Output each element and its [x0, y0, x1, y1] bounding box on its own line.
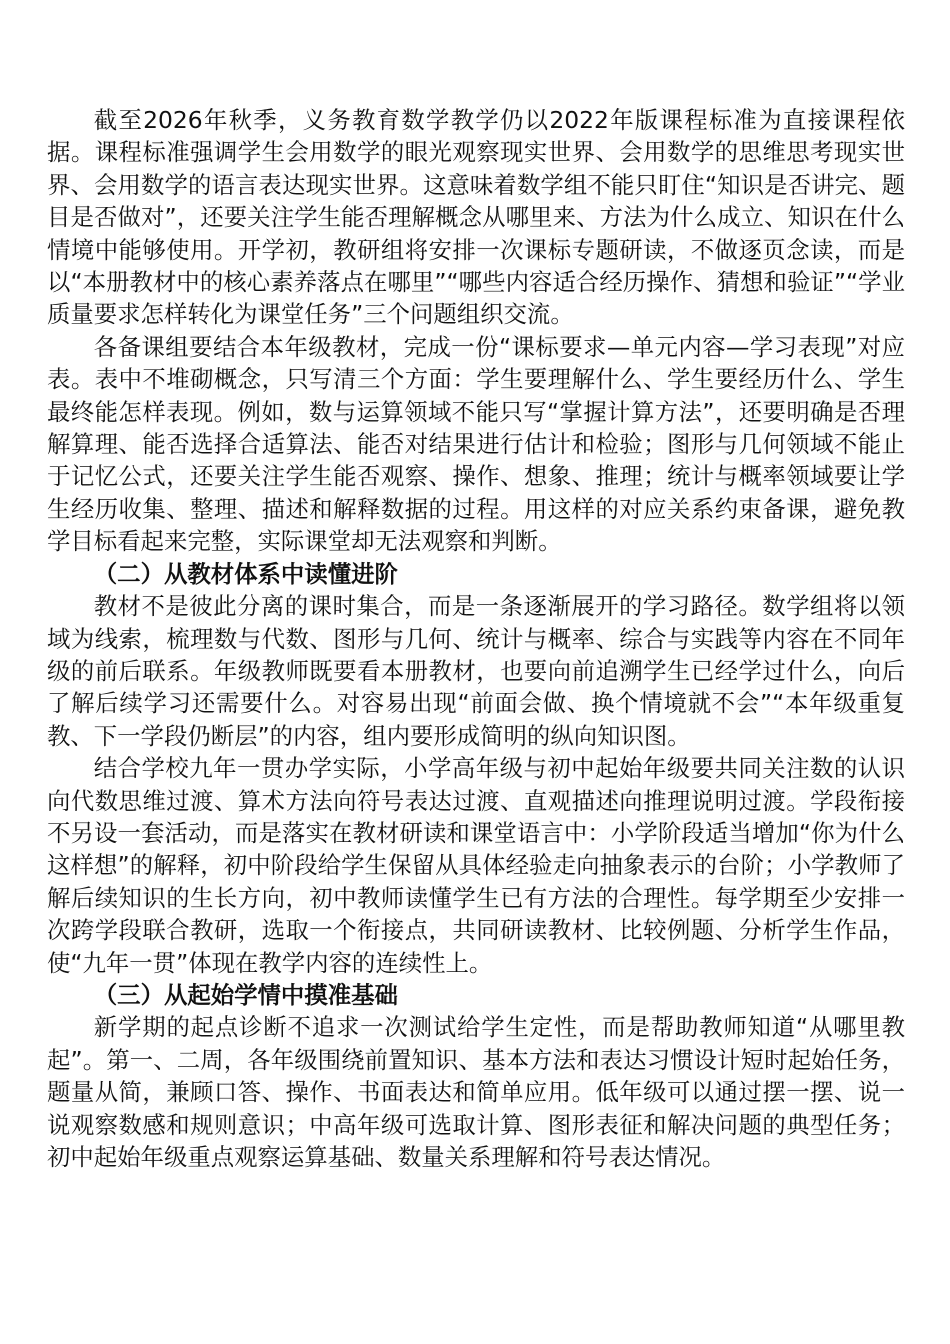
paragraph-stage-transition: 结合学校九年一贯办学实际，小学高年级与初中起始年级要共同关注数的认识向代数思维过渡、算术方法向符号表达过渡、直观描述向推理说明过渡。学段衔接不另设一套活动，而是落实在教材研读和课堂语言中：小学阶段适当增加“你为什么这样想”的解释，初中阶段给学生保留从具体经验走向抽象表示的台阶；小学教师了解后续知识的生长方向，初中教师读懂学生已有方法的合理性。每学期至少安排一次跨学段联合教研，选取一个衔接点，共同研读教材、比较例题、分析学生作品，使“九年一贯”体现在教学内容的连续性上。: [47, 754, 905, 977]
paragraph-starting-diagnosis: 新学期的起点诊断不追求一次测试给学生定性，而是帮助教师知道“从哪里教起”。第一、二周，各年级围绕前置知识、基本方法和表达习惯设计短时起始任务，题量从简，兼顾口答、操作、书面表达和简单应用。低年级可以通过摆一摆、说一说观察数感和规则意识；中高年级可选取计算、图形表征和解决问题的典型任务；初中起始年级重点观察运算基础、数量关系理解和符号表达情况。: [47, 1013, 905, 1171]
section-heading-textbook-progression: （二）从教材体系中读懂进阶: [93, 559, 398, 588]
paragraph-correspondence-table: 各备课组要结合本年级教材，完成一份“课标要求—单元内容—学习表现”对应表。表中不堆砌概念，只写清三个方面：学生要理解什么、学生要经历什么、学生最终能怎样表现。例如，数与运算领域不能只写“掌握计算方法”，还要明确是否理解算理、能否选择合适算法、能否对结果进行估计和检验；图形与几何领域不能止于记忆公式，还要关注学生能否观察、操作、想象、推理；统计与概率领域要让学生经历收集、整理、描述和解释数据的过程。用这样的对应关系约束备课，避免教学目标看起来完整，实际课堂却无法观察和判断。: [47, 332, 905, 556]
document-page: [47, 104, 905, 1173]
paragraph-textbook-path: 教材不是彼此分离的课时集合，而是一条逐渐展开的学习路径。数学组将以领域为线索，梳理数与代数、图形与几何、统计与概率、综合与实践等内容在不同年级的前后联系。年级教师既要看本册教材，也要向前追溯学生已经学过什么，向后了解后续学习还需要什么。对容易出现“前面会做、换个情境就不会”“本年级重复教、下一学段仍断层”的内容，组内要形成简明的纵向知识图。: [47, 592, 905, 750]
paragraph-curriculum-standard: 截至2026年秋季，义务教育数学教学仍以2022年版课程标准为直接课程依据。课程标准强调学生会用数学的眼光观察现实世界、会用数学的思维思考现实世界、会用数学的语言表达现实世界。这意味着数学组不能只盯住“知识是否讲完、题目是否做对”，还要关注学生能否理解概念从哪里来、方法为什么成立、知识在什么情境中能够使用。开学初，教研组将安排一次课标专题研读，不做逐页念读，而是以“本册教材中的核心素养落点在哪里”“哪些内容适合经历操作、猜想和验证”“学业质量要求怎样转化为课堂任务”三个问题组织交流。: [47, 106, 905, 329]
section-heading-initial-learning: （三）从起始学情中摸准基础: [93, 980, 398, 1009]
